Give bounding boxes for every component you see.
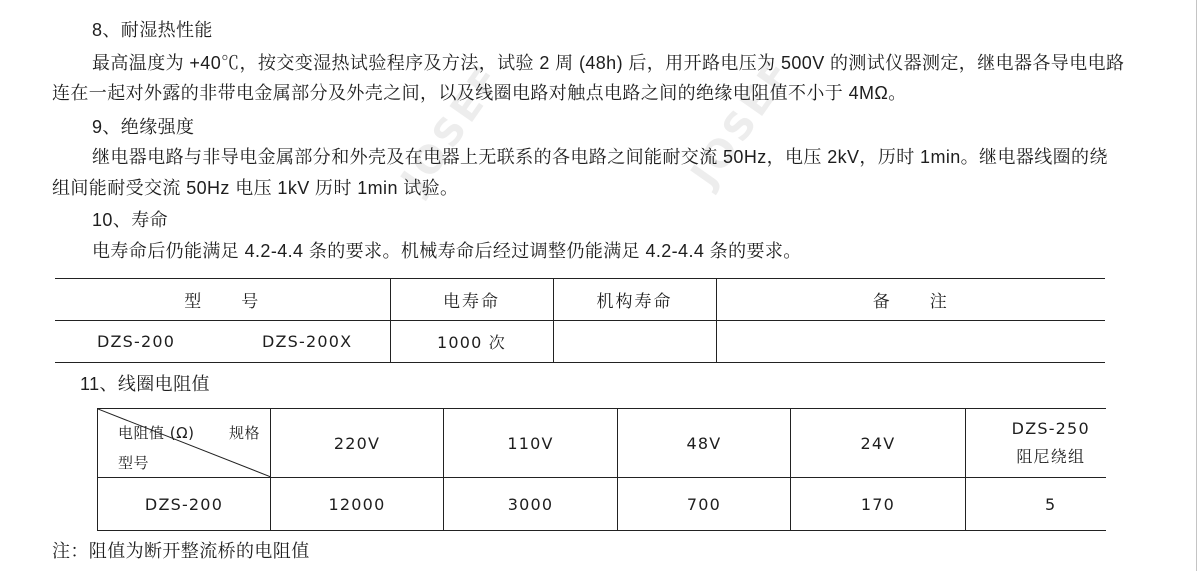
value-cell: 700 (618, 478, 791, 531)
paragraph-line: 连在一起对外露的非带电金属部分及外壳之间，以及线圈电路对触点电路之间的绝缘电阻值不小于 4MΩ。 (52, 83, 907, 103)
value-cell: 12000 (271, 478, 444, 531)
section-heading-coil-resistance: 11、线圈电阻值 (80, 374, 210, 394)
paragraph-line: 电寿命后仍能满足 4.2-4.4 条的要求。机械寿命后经过调整仍能满足 4.2-4.4 条的要求。 (92, 241, 802, 261)
header-damping-winding (966, 409, 1106, 478)
paragraph-line: 继电器电路与非导电金属部分和外壳及在电器上无联系的各电路之间能耐交流 50Hz，电压 2kV，历时 1min。继电器线圈的绕 (92, 147, 1108, 167)
resistance-table-header-row (98, 409, 1106, 478)
resistance-label: 电阻值 (Ω) (118, 424, 195, 442)
life-table (55, 278, 1105, 363)
header-model: 型 号 (55, 279, 390, 321)
mechanical-life-cell (553, 321, 716, 363)
header-48v: 48V (618, 409, 791, 478)
header-mechanical-life: 机构寿命 (553, 279, 716, 321)
section-heading-insulation: 9、绝缘强度 (92, 117, 195, 137)
model-cell (55, 321, 390, 363)
section-heading-life: 10、寿命 (92, 210, 169, 230)
table-row (55, 321, 1105, 363)
watermark-logo: JOSEF (682, 49, 802, 195)
corner-header-cell (98, 409, 271, 478)
watermark-logo: JOSEF (392, 55, 512, 201)
paragraph-line: 最高温度为 +40℃，按交变湿热试验程序及方法，试验 2 周 (48h) 后，用开路电压为 500V 的测试仪器测定，继电器各导电电路 (92, 53, 1125, 73)
life-table-header-row (55, 279, 1105, 321)
header-electrical-life: 电寿命 (390, 279, 553, 321)
header-damping-sublabel: 阻尼绕组 (1016, 447, 1086, 466)
value-cell: 170 (791, 478, 966, 531)
header-110v: 110V (444, 409, 618, 478)
spec-label: 规格 (229, 424, 261, 442)
section-heading-humidity: 8、耐湿热性能 (92, 20, 213, 40)
model-cell: DZS-200 (144, 494, 224, 514)
model-name: DZS-200 (97, 332, 176, 351)
value-cell: 5 (966, 478, 1106, 531)
footnote: 注：阻值为断开整流桥的电阻值 (52, 541, 310, 561)
page-edge-line (1196, 0, 1197, 571)
model-label: 型号 (118, 454, 150, 472)
paragraph-line: 组间能耐受交流 50Hz 电压 1kV 历时 1min 试验。 (52, 178, 459, 198)
remarks-cell (716, 321, 1105, 363)
header-damping-model: DZS-250 (1011, 419, 1090, 438)
table-row (98, 478, 1106, 531)
header-24v: 24V (791, 409, 966, 478)
header-220v: 220V (271, 409, 444, 478)
coil-resistance-table (97, 408, 1106, 531)
value-cell: 3000 (444, 478, 618, 531)
electrical-life-cell: 1000 次 (390, 321, 553, 363)
model-name: DZS-200X (262, 332, 353, 351)
header-remarks: 备 注 (716, 279, 1105, 321)
